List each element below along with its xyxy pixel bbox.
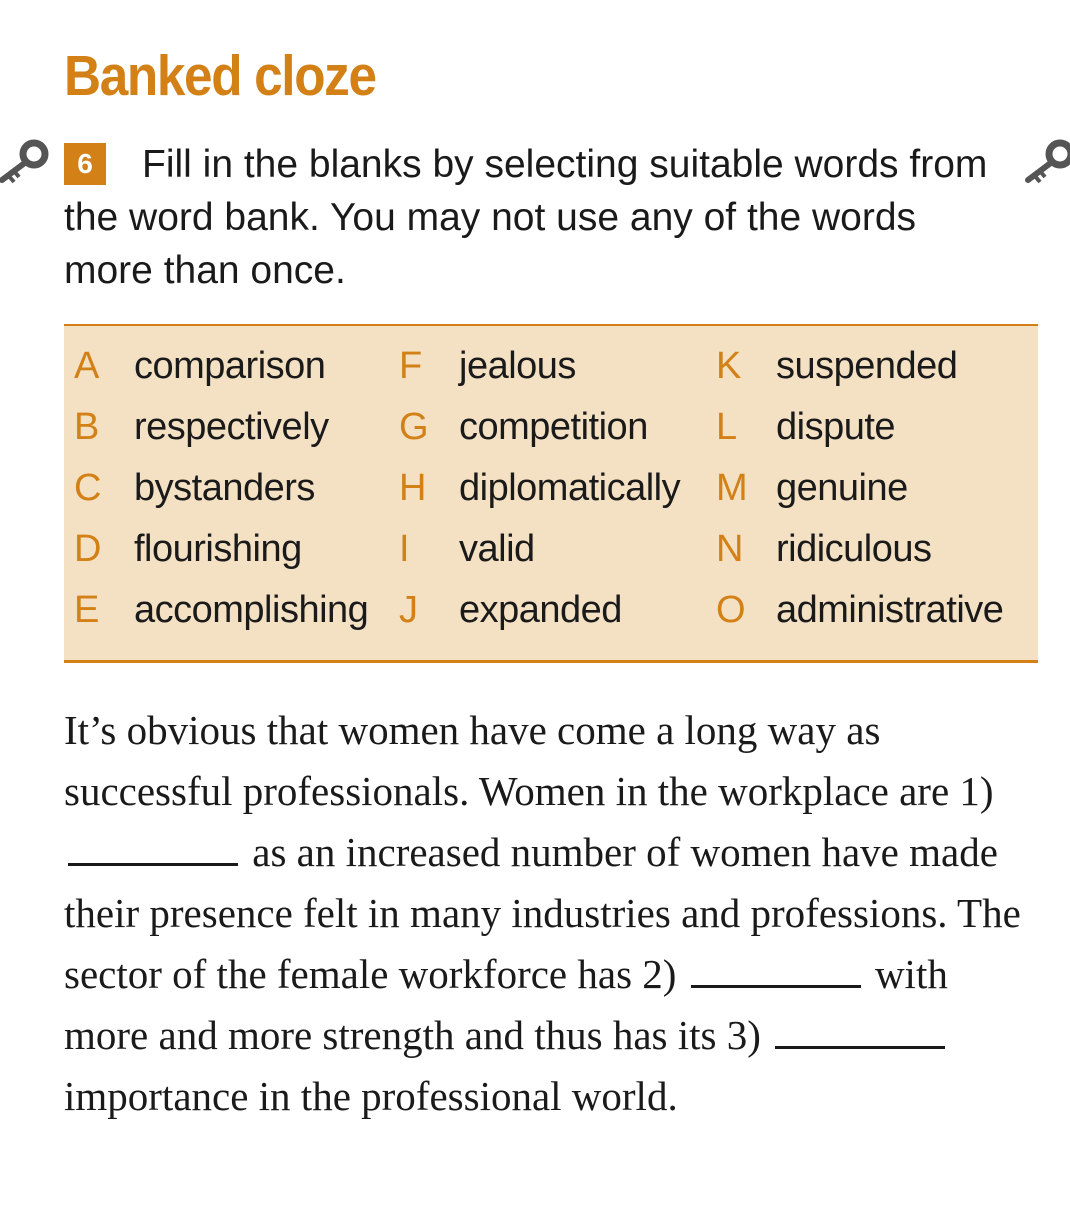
option-word: accomplishing xyxy=(134,589,369,631)
option-word: comparison xyxy=(134,345,326,387)
key-icon xyxy=(0,136,54,186)
word-bank-item xyxy=(399,397,680,458)
key-icon xyxy=(1018,136,1070,186)
option-letter: E xyxy=(74,589,99,631)
option-word: jealous xyxy=(459,345,576,387)
option-word: ridiculous xyxy=(776,528,932,570)
option-letter: K xyxy=(716,345,741,387)
option-word: diplomatically xyxy=(459,467,681,509)
option-letter: G xyxy=(399,406,429,448)
passage-text: as an increased number of women have made their presence felt in many industries and professions. The sector of the female workforce has 2) xyxy=(64,829,1021,997)
cloze-passage xyxy=(64,700,1024,1127)
option-letter: N xyxy=(716,528,743,570)
option-letter: M xyxy=(716,467,748,509)
option-word: administrative xyxy=(776,589,1004,631)
blank-1[interactable] xyxy=(68,839,238,866)
option-letter: D xyxy=(74,528,101,570)
word-bank-item xyxy=(74,336,368,397)
word-bank-item xyxy=(399,580,680,641)
word-bank xyxy=(64,324,1038,663)
option-letter: A xyxy=(74,345,99,387)
passage-text: It’s obvious that women have come a long way as successful professionals. Women in the workplace are 1) xyxy=(64,707,994,814)
passage-text: importance in the professional world. xyxy=(64,1073,678,1119)
word-bank-item xyxy=(74,580,368,641)
option-letter: J xyxy=(399,589,418,631)
passage-text: with more and more strength and thus has its 3) xyxy=(64,951,948,1058)
word-bank-item xyxy=(716,519,1003,580)
option-letter: B xyxy=(74,406,99,448)
task-number-badge: 6 xyxy=(64,143,106,185)
word-bank-column xyxy=(74,336,368,641)
option-letter: H xyxy=(399,467,426,509)
word-bank-item xyxy=(716,458,1003,519)
option-letter: F xyxy=(399,345,422,387)
word-bank-item xyxy=(716,580,1003,641)
word-bank-item xyxy=(74,458,368,519)
option-word: valid xyxy=(459,528,535,570)
word-bank-item xyxy=(716,397,1003,458)
option-word: respectively xyxy=(134,406,329,448)
option-letter: I xyxy=(399,528,410,570)
option-letter: L xyxy=(716,406,737,448)
option-word: suspended xyxy=(776,345,958,387)
word-bank-column xyxy=(399,336,680,641)
word-bank-item xyxy=(716,336,1003,397)
option-word: genuine xyxy=(776,467,908,509)
option-word: expanded xyxy=(459,589,622,631)
option-letter: O xyxy=(716,589,746,631)
blank-3[interactable] xyxy=(775,1022,945,1049)
section-heading: Banked cloze xyxy=(64,44,376,108)
instruction-text: Fill in the blanks by selecting suitable words from the word bank. You may not use any of the words more than once. xyxy=(64,143,988,292)
option-word: dispute xyxy=(776,406,896,448)
option-word: competition xyxy=(459,406,648,448)
word-bank-item xyxy=(399,336,680,397)
blank-2[interactable] xyxy=(691,961,861,988)
word-bank-item xyxy=(399,519,680,580)
option-word: flourishing xyxy=(134,528,302,570)
task-instruction xyxy=(64,138,994,297)
word-bank-item xyxy=(399,458,680,519)
option-letter: C xyxy=(74,467,101,509)
option-word: bystanders xyxy=(134,467,315,509)
word-bank-item xyxy=(74,397,368,458)
word-bank-column xyxy=(716,336,1003,641)
word-bank-item xyxy=(74,519,368,580)
